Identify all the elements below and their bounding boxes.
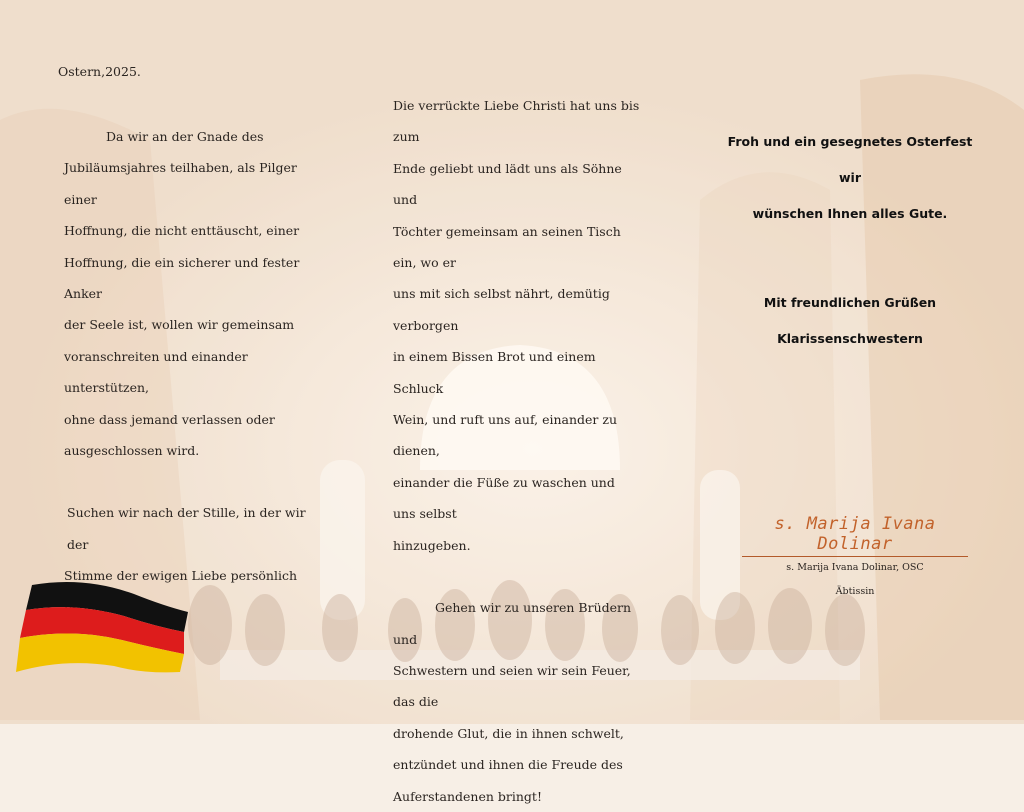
text-line: Die verrückte Liebe Christi hat uns bis zum <box>393 98 640 145</box>
text-line: Töchter gemeinsam an seinen Tisch ein, wo er <box>393 223 621 271</box>
text-line: Gehen wir zu unseren Brüdern und <box>393 600 632 647</box>
text-line: Jubiläumsjahres teilhaben, als Pilger einer <box>64 160 297 207</box>
left-text-column <box>64 121 309 623</box>
text-line: Schwestern und seien wir sein Feuer, das die <box>393 662 631 710</box>
text-line: ohne dass jemand verlassen oder <box>64 411 275 427</box>
text-line: Auferstandenen bringt! <box>393 788 542 804</box>
middle-text-column <box>393 90 641 812</box>
greeting-line: wünschen Ihnen alles Gute. <box>752 206 948 221</box>
text-line: drohende Glut, die in ihnen schwelt, <box>393 725 624 741</box>
text-line: Hoffnung, die ein sicherer und fester Anker <box>64 254 300 302</box>
closing-line: Mit freundlichen Grüßen <box>763 295 937 310</box>
text-line: uns mit sich selbst nährt, demütig verborgen <box>393 286 610 333</box>
text-line: Wein, und ruft uns auf, einander zu dienen, <box>393 412 617 459</box>
greeting-line: Froh und ein gesegnetes Osterfest wir <box>727 134 973 185</box>
text-line: entzündet und ihnen die Freude des <box>393 757 623 773</box>
text-line: Suchen wir nach der Stille, in der wir der <box>67 505 306 552</box>
text-line: Ende geliebt und lädt uns als Söhne und <box>393 160 622 208</box>
text-line: hinzugeben. <box>393 537 471 553</box>
text-line: in einem Bissen Brot und einem Schluck <box>393 349 596 396</box>
signatory-role: Äbtissin <box>835 586 875 597</box>
text-line: Hoffnung, die nicht enttäuscht, einer <box>64 223 300 239</box>
text-line: Stimme der ewigen Liebe persönlich <box>64 568 298 584</box>
text-line: einander die Füße zu waschen und uns selbst <box>393 474 615 522</box>
date-line: Ostern,2025. <box>58 64 141 79</box>
right-greeting-column <box>715 124 985 357</box>
closing-line: Klarissenschwestern <box>777 331 923 346</box>
text-line: der Seele ist, wollen wir gemeinsam <box>64 317 295 333</box>
german-flag-icon <box>14 580 194 680</box>
handwritten-signature: s. Marija Ivana Dolinar <box>742 514 968 557</box>
signatory-name: s. Marija Ivana Dolinar, OSC <box>786 562 924 573</box>
text-line: Da wir an der Gnade des <box>106 129 264 144</box>
text-line: ausgeschlossen wird. <box>64 443 200 459</box>
text-line: voranschreiten und einander unterstützen, <box>64 348 248 396</box>
